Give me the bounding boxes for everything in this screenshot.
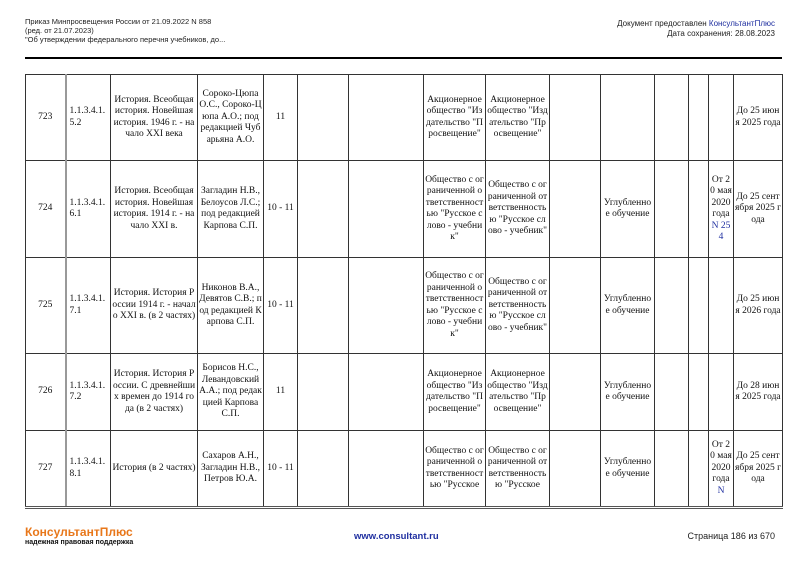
cell-note bbox=[601, 75, 655, 161]
page-number: Страница 186 из 670 bbox=[687, 531, 775, 541]
cell-empty bbox=[550, 354, 601, 431]
cell-empty bbox=[655, 258, 689, 354]
cell-note: Углубленное обучение bbox=[601, 354, 655, 431]
cell-authors: Загладин Н.В., Белоусов Л.С.; под редакцией Карпова С.П. bbox=[198, 161, 264, 258]
cell-order bbox=[709, 431, 734, 508]
cell-empty bbox=[298, 75, 349, 161]
table-row bbox=[26, 258, 783, 354]
table-row bbox=[26, 161, 783, 258]
cell-authors: Сороко-Цюпа О.С., Сороко-Цюпа А.О.; под редакцией Чубарьяна А.О. bbox=[198, 75, 264, 161]
cell-empty bbox=[349, 258, 424, 354]
table-row bbox=[26, 75, 783, 161]
cell-empty bbox=[349, 161, 424, 258]
cell-empty bbox=[689, 258, 709, 354]
cell-publisher: Общество с ограниченной ответственностью "Русское слово - учебник" bbox=[424, 258, 486, 354]
logo-text: КонсультантПлюс bbox=[25, 525, 133, 539]
cell-authors: Борисов Н.С., Левандовский А.А.; под редакцией Карпова С.П. bbox=[198, 354, 264, 431]
cell-num: 726 bbox=[26, 354, 66, 431]
cell-empty bbox=[298, 258, 349, 354]
cell-empty bbox=[655, 354, 689, 431]
cell-publisher: Общество с ограниченной ответственностью "Русское bbox=[424, 431, 486, 508]
order-link[interactable]: N bbox=[717, 485, 725, 496]
cell-empty bbox=[550, 431, 601, 508]
cell-deadline: До 25 июня 2026 года bbox=[734, 258, 783, 354]
cell-order bbox=[709, 354, 734, 431]
cell-order bbox=[709, 161, 734, 258]
cell-code: 1.1.3.4.1. 8.1 bbox=[66, 431, 111, 508]
cell-num: 727 bbox=[26, 431, 66, 508]
cell-num: 723 bbox=[26, 75, 66, 161]
cell-title: История. Всеобщая история. Новейшая история. 1946 г. - начало XXI века bbox=[111, 75, 198, 161]
cell-empty bbox=[655, 431, 689, 508]
cell-code: 1.1.3.4.1. 5.2 bbox=[66, 75, 111, 161]
provided-info bbox=[617, 19, 775, 39]
cell-note: Углубленное обучение bbox=[601, 161, 655, 258]
table-row bbox=[26, 431, 783, 508]
cell-code: 1.1.3.4.1. 7.1 bbox=[66, 258, 111, 354]
cell-publisher2: Общество с ограниченной ответственностью "Русское слово - учебник" bbox=[486, 258, 550, 354]
cell-grade: 10 - 11 bbox=[264, 161, 298, 258]
header-divider bbox=[25, 57, 782, 59]
citation-line: (ред. от 21.07.2023) bbox=[25, 26, 94, 35]
cell-grade: 11 bbox=[264, 354, 298, 431]
cell-title: История (в 2 частях) bbox=[111, 431, 198, 508]
cell-empty bbox=[349, 75, 424, 161]
cell-title: История. Всеобщая история. Новейшая история. 1914 г. - начало XXI в. bbox=[111, 161, 198, 258]
cell-publisher: Общество с ограниченной ответственностью "Русское слово - учебник" bbox=[424, 161, 486, 258]
cell-note: Углубленное обучение bbox=[601, 431, 655, 508]
cell-title: История. История России 1914 г. - начало XXI в. (в 2 частях) bbox=[111, 258, 198, 354]
brand-link[interactable]: КонсультантПлюс bbox=[708, 19, 775, 28]
cell-empty bbox=[349, 431, 424, 508]
cell-empty bbox=[655, 161, 689, 258]
footer-logo bbox=[25, 525, 133, 546]
cell-code: 1.1.3.4.1. 6.1 bbox=[66, 161, 111, 258]
cell-empty bbox=[689, 75, 709, 161]
cell-publisher2: Общество с ограниченной ответственностью "Русское bbox=[486, 431, 550, 508]
cell-deadline: До 25 сентября 2025 года bbox=[734, 431, 783, 508]
cell-num: 725 bbox=[26, 258, 66, 354]
provided-label: Документ предоставлен bbox=[617, 19, 709, 28]
cell-order bbox=[709, 75, 734, 161]
cell-empty bbox=[550, 161, 601, 258]
cell-publisher: Акционерное общество "Издательство "Просвещение" bbox=[424, 354, 486, 431]
cell-grade: 10 - 11 bbox=[264, 258, 298, 354]
cell-deadline: До 28 июня 2025 года bbox=[734, 354, 783, 431]
cell-deadline: До 25 июня 2025 года bbox=[734, 75, 783, 161]
order-date: От 20 мая 2020 года bbox=[710, 174, 732, 219]
cell-empty bbox=[689, 431, 709, 508]
cell-empty bbox=[550, 258, 601, 354]
cell-grade: 10 - 11 bbox=[264, 431, 298, 508]
cell-empty bbox=[655, 75, 689, 161]
cell-title: История. История России. С древнейших времен до 1914 года (в 2 частях) bbox=[111, 354, 198, 431]
order-date: От 20 мая 2020 года bbox=[710, 439, 732, 485]
save-date: Дата сохранения: 28.08.2023 bbox=[667, 29, 775, 38]
cell-publisher2: Общество с ограниченной ответственностью "Русское слово - учебник" bbox=[486, 161, 550, 258]
website-link[interactable]: www.consultant.ru bbox=[354, 531, 439, 542]
cell-empty bbox=[298, 161, 349, 258]
cell-authors: Сахаров А.Н., Загладин Н.В., Петров Ю.А. bbox=[198, 431, 264, 508]
cell-publisher2: Акционерное общество "Издательство "Просвещение" bbox=[486, 75, 550, 161]
citation-line: Приказ Минпросвещения России от 21.09.2022 N 858 bbox=[25, 17, 212, 26]
cell-empty bbox=[689, 354, 709, 431]
logo-tagline: надежная правовая поддержка bbox=[25, 539, 134, 546]
order-link[interactable]: N 254 bbox=[711, 220, 731, 242]
cell-order bbox=[709, 258, 734, 354]
textbook-table bbox=[25, 74, 783, 509]
cell-empty bbox=[298, 431, 349, 508]
cell-publisher: Акционерное общество "Издательство "Просвещение" bbox=[424, 75, 486, 161]
cell-empty bbox=[689, 161, 709, 258]
cell-num: 724 bbox=[26, 161, 66, 258]
cell-publisher2: Акционерное общество "Издательство "Просвещение" bbox=[486, 354, 550, 431]
cell-note: Углубленное обучение bbox=[601, 258, 655, 354]
cell-authors: Никонов В.А., Девятов С.В.; под редакцией Карпова С.П. bbox=[198, 258, 264, 354]
table-row bbox=[26, 354, 783, 431]
cell-deadline: До 25 сентября 2025 года bbox=[734, 161, 783, 258]
cell-grade: 11 bbox=[264, 75, 298, 161]
cell-empty bbox=[298, 354, 349, 431]
cell-empty bbox=[349, 354, 424, 431]
document-citation bbox=[25, 17, 225, 44]
cell-code: 1.1.3.4.1. 7.2 bbox=[66, 354, 111, 431]
citation-line: "Об утверждении федерального перечня учебников, до... bbox=[25, 35, 226, 44]
cell-empty bbox=[550, 75, 601, 161]
